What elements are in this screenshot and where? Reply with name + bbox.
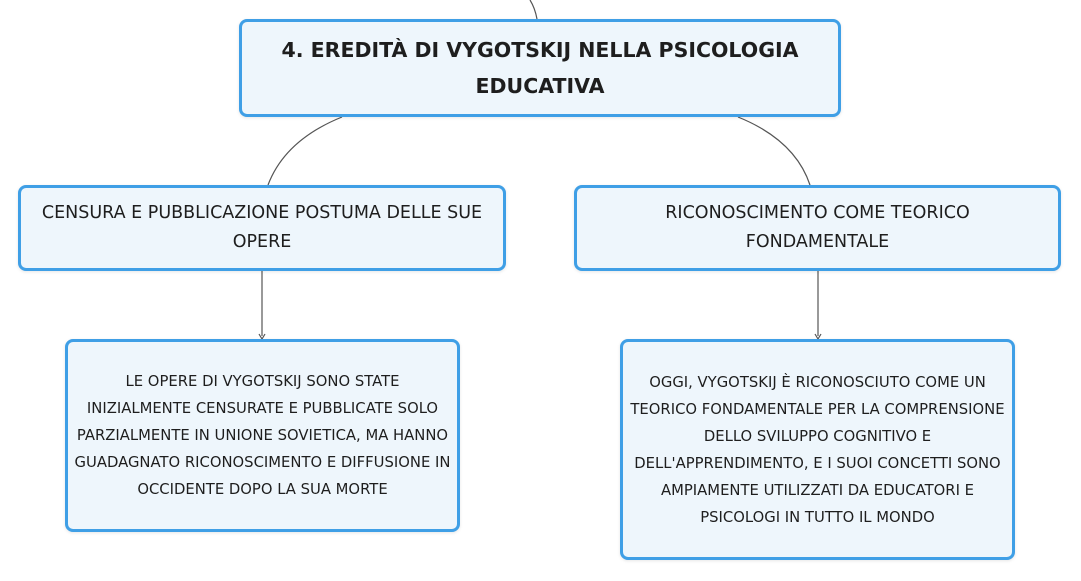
connector-parent-to-root — [530, 0, 537, 19]
branch-node-riconoscimento[interactable] — [574, 185, 1061, 271]
branch-node-censura[interactable] — [18, 185, 506, 271]
root-topic-text: 4. EREDITÀ DI VYGOTSKIJ NELLA PSICOLOGIA EDUCATIVA — [281, 38, 799, 98]
branch-title-riconoscimento: RICONOSCIMENTO COME TEORICO FONDAMENTALE — [665, 203, 970, 252]
detail-node-riconoscimento[interactable] — [620, 339, 1015, 560]
detail-node-censura[interactable] — [65, 339, 460, 532]
connector-root-to-right-branch — [738, 117, 810, 185]
connector-root-to-left-branch — [268, 117, 342, 185]
detail-text-riconoscimento: OGGI, VYGOTSKIJ È RICONOSCIUTO COME UN TEORICO FONDAMENTALE PER LA COMPRENSIONE DELLO SVILUPPO COGNITIVO E DELL'APPRENDIMENTO, E I SUOI CONCETTI SONO AMPIAMENTE UTILIZZATI DA EDUCATORI E PSICOLOGI IN TUTTO IL MONDO — [630, 373, 1005, 526]
root-topic-node[interactable] — [239, 19, 841, 117]
detail-text-censura: LE OPERE DI VYGOTSKIJ SONO STATE INIZIALMENTE CENSURATE E PUBBLICATE SOLO PARZIALMENTE IN UNIONE SOVIETICA, MA HANNO GUADAGNATO RICONOSCIMENTO E DIFFUSIONE IN OCCIDENTE DOPO LA SUA MORTE — [74, 373, 451, 498]
branch-title-censura: CENSURA E PUBBLICAZIONE POSTUMA DELLE SUE OPERE — [41, 203, 483, 252]
